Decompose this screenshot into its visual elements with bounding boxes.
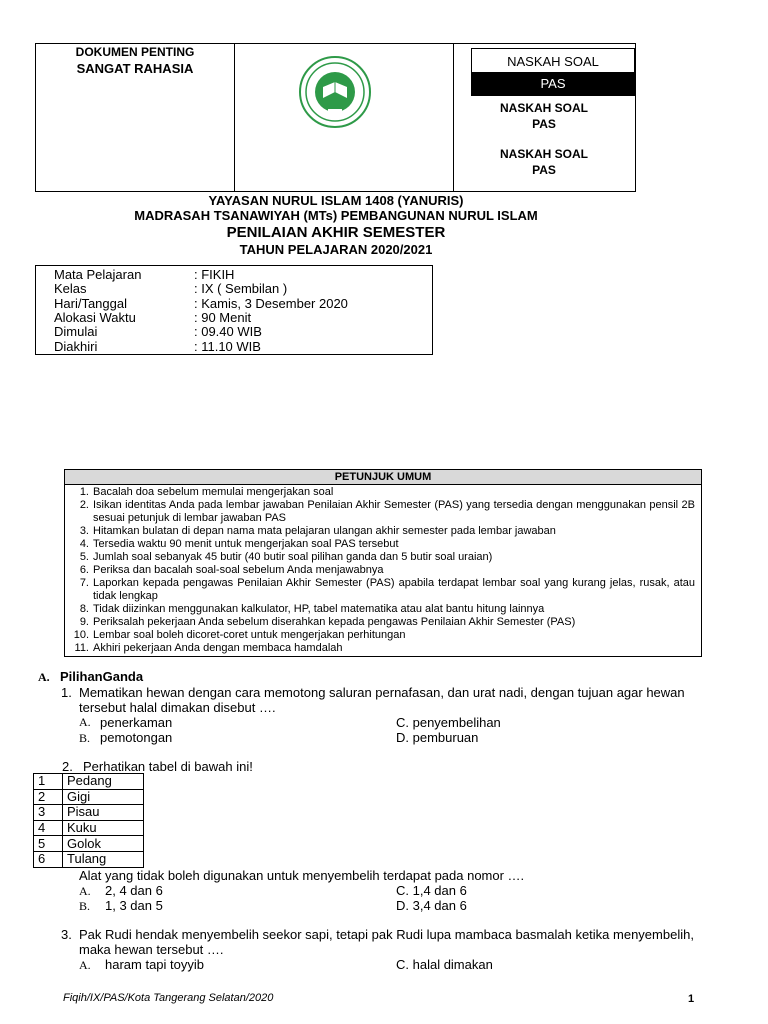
table-row: 3 Pisau: [34, 805, 144, 821]
naskah-box-top: NASKAH SOAL: [507, 54, 599, 69]
info-key: Hari/Tanggal: [54, 296, 127, 311]
option-b: 1, 3 dan 5: [105, 898, 163, 913]
info-key: Diakhiri: [54, 339, 98, 354]
table-row: 1 Pedang: [34, 774, 144, 790]
table-row: 5 Golok: [34, 836, 144, 852]
foundation-title: YAYASAN NURUL ISLAM 1408 (YANURIS): [208, 193, 464, 208]
option-b: pemotongan: [100, 730, 173, 745]
exam-info-box: [35, 265, 433, 355]
doc-label-important: DOKUMEN PENTING: [75, 45, 195, 59]
table-row: 4 Kuku: [34, 820, 144, 836]
option-c: C. penyembelihan: [396, 715, 501, 730]
question-text: maka hewan tersebut ….: [79, 942, 224, 957]
info-value: : Kamis, 3 Desember 2020: [194, 296, 348, 311]
table-row: 6 Tulang: [34, 851, 144, 867]
school-logo: [290, 54, 380, 134]
option-a: 2, 4 dan 6: [105, 883, 163, 898]
naskah-label-1-pas: PAS: [532, 117, 556, 131]
instructions-table: PETUNJUK UMUM 1. Bacalah doa sebelum memulai mengerjakan soal 2. Isikan identitas Anda pada lembar jawaban Penilaian Akhir Semester (PAS) yang tersedia dengan menggunakan pensil 2B sesuai petunjuk di lembar jawaban PAS 3. Hitamkan bulatan di depan nama mata pelajaran ulangan akhir semester pada lembar jawaban 4. Tersedia waktu 90 menit untuk mengerjakan soal PAS tersebut 5. Jumlah soal sebanyak 45 butir (40 butir soal pilihan ganda dan 5 butir soal uraian) 6. Periksa dan bacalah soal-soal sebelum Anda menjawabnya 7. Laporkan kepada pengawas Penilaian Akhir Semester (PAS) apabila terdapat lembar soal yang kurang jelas, rusak, atau tidak lengkap 8. Tidak diizinkan menggunakan kalkulator, HP, tabel matematika atau alat bantu hitung lainnya 9. Periksalah pekerjaan Anda sebelum diserahkan kepada pengawas Penilaian Akhir Semester (PAS) 10. Lembar soal boleh dicoret-coret untuk mengerjakan perhitungan 11. Akhiri pekerjaan Anda dengan membaca hamdalah: [64, 469, 702, 657]
header-cell-right: [453, 44, 635, 191]
option-a: penerkaman: [100, 715, 173, 730]
option-letter: A.: [79, 715, 91, 729]
option-c: C. 1,4 dan 6: [396, 883, 467, 898]
question-text: Mematikan hewan dengan cara memotong saluran pernafasan, dan urat nadi, dengan tujuan agar hewan: [79, 685, 685, 700]
naskah-box-bottom: PAS: [472, 72, 634, 95]
info-value: : 90 Menit: [194, 310, 252, 325]
table-row: 2 Gigi: [34, 789, 144, 805]
option-d: D. pemburuan: [396, 730, 479, 745]
tools-table: [33, 773, 144, 868]
doc-label-secret: SANGAT RAHASIA: [76, 61, 194, 76]
naskah-label-1: NASKAH SOAL: [499, 101, 588, 115]
question-text: Pak Rudi hendak menyembelih seekor sapi, tetapi pak Rudi lupa mambaca basmalah ketika menyembelih,: [79, 927, 694, 942]
question-text: Alat yang tidak boleh digunakan untuk menyembelih terdapat pada nomor ….: [79, 868, 525, 883]
info-key: Kelas: [54, 281, 87, 296]
question-number: 3.: [61, 927, 72, 942]
info-value: : 11.10 WIB: [194, 339, 261, 354]
page-number: 1: [688, 993, 695, 1005]
naskah-label-2: NASKAH SOAL: [499, 147, 588, 161]
academic-year: TAHUN PELAJARAN 2020/2021: [239, 242, 433, 257]
info-value: : 09.40 WIB: [194, 324, 262, 339]
question-text: Perhatikan tabel di bawah ini!: [83, 759, 253, 774]
info-key: Mata Pelajaran: [54, 267, 142, 282]
question-number: 1.: [61, 685, 72, 700]
footer-text: Fiqih/IX/PAS/Kota Tangerang Selatan/2020: [63, 992, 274, 1004]
header-cell-logo: [234, 44, 454, 191]
school-title: MADRASAH TSANAWIYAH (MTs) PEMBANGUNAN NURUL ISLAM: [134, 208, 538, 223]
option-letter: B.: [79, 731, 91, 745]
question-number: 2.: [62, 759, 73, 774]
exam-title: PENILAIAN AKHIR SEMESTER: [226, 224, 446, 241]
option-letter: A.: [79, 884, 91, 898]
info-key: Alokasi Waktu: [54, 310, 136, 325]
naskah-soal-box: [471, 48, 635, 96]
info-value: : FIKIH: [194, 267, 235, 282]
option-d: D. 3,4 dan 6: [396, 898, 467, 913]
section-letter: A.: [38, 670, 50, 684]
option-letter: A.: [79, 958, 91, 972]
info-value: : IX ( Sembilan ): [194, 281, 288, 296]
option-letter: B.: [79, 899, 91, 913]
question-text: tersebut halal dimakan disebut ….: [79, 700, 276, 715]
header-cell-left: [36, 44, 235, 191]
naskah-label-2-pas: PAS: [532, 163, 556, 177]
section-title: PilihanGanda: [60, 669, 144, 684]
instructions-heading: PETUNJUK UMUM: [65, 470, 701, 485]
option-c: C. halal dimakan: [396, 957, 493, 972]
option-a: haram tapi toyyib: [105, 957, 204, 972]
header-box: [35, 43, 636, 192]
info-key: Dimulai: [54, 324, 98, 339]
